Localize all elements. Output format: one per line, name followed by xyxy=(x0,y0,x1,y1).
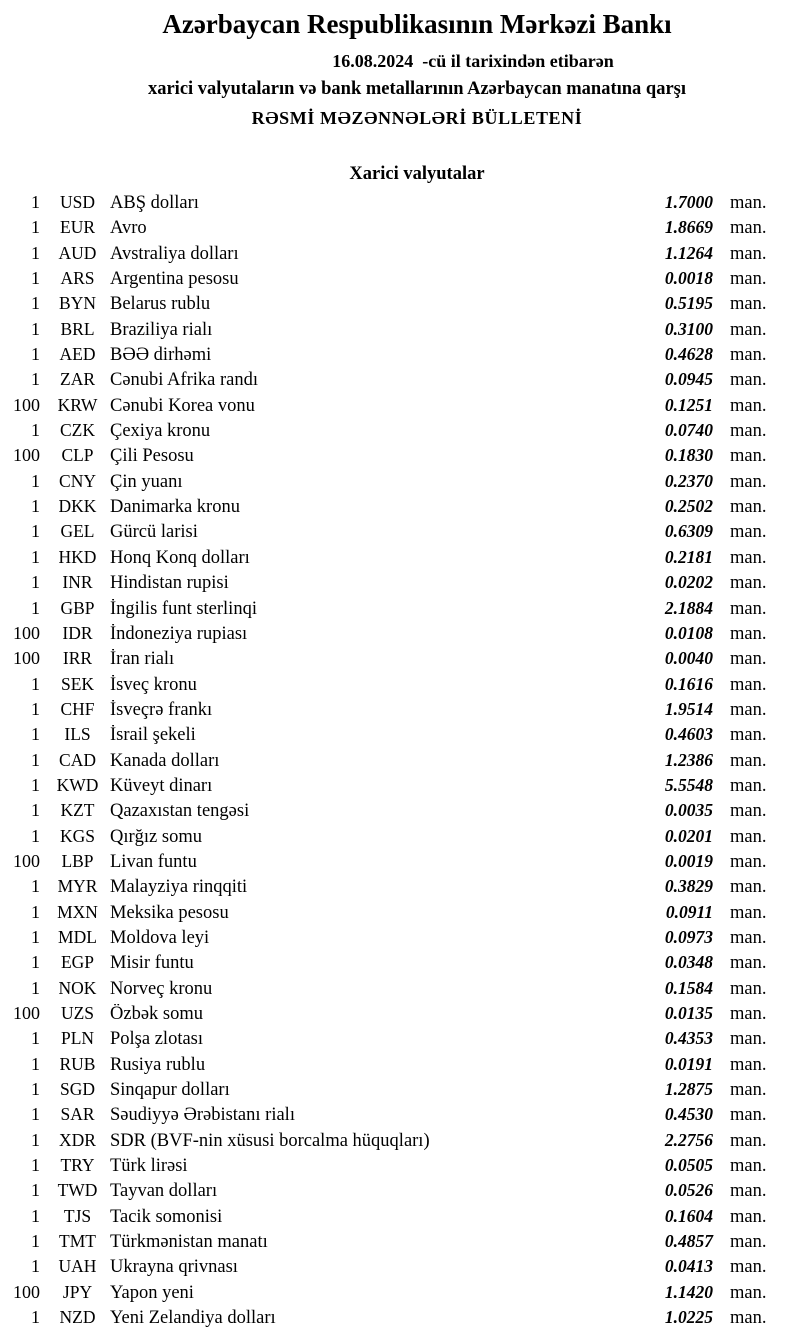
rate-value-cell: 0.1604 xyxy=(664,1205,713,1226)
rate-value-cell: 0.2370 xyxy=(664,470,713,491)
quantity-cell: 1 xyxy=(31,1053,40,1074)
quantity-cell: 1 xyxy=(31,977,40,998)
table-row xyxy=(0,775,800,800)
rate-value-cell: 0.1251 xyxy=(664,394,713,415)
unit-label-cell: man. xyxy=(730,1105,767,1126)
quantity-cell: 1 xyxy=(31,749,40,770)
currency-code-cell: NOK xyxy=(58,977,97,998)
currency-code-cell: ILS xyxy=(64,724,91,745)
currency-code-cell: EGP xyxy=(60,952,95,973)
table-row xyxy=(0,1231,800,1256)
currency-code-cell: EUR xyxy=(60,217,95,238)
table-row xyxy=(0,750,800,775)
currency-code-cell: ARS xyxy=(60,268,95,289)
currency-code-cell: MDL xyxy=(58,926,97,947)
currency-name-cell: Sinqapur dolları xyxy=(110,1080,230,1101)
rate-value-cell: 0.4603 xyxy=(664,724,713,745)
unit-label-cell: man. xyxy=(730,1156,767,1177)
table-row xyxy=(0,1155,800,1180)
rate-value-cell: 2.2756 xyxy=(664,1129,713,1150)
quantity-cell: 1 xyxy=(31,724,40,745)
currency-name-cell: Polşa zlotası xyxy=(110,1029,204,1050)
currency-name-cell: ABŞ dolları xyxy=(110,193,199,213)
rate-value-cell: 0.4530 xyxy=(664,1104,713,1125)
currency-name-cell: Qazaxıstan tengəsi xyxy=(110,801,250,822)
currency-code-cell: PLN xyxy=(60,1028,95,1049)
quantity-cell: 1 xyxy=(31,268,40,289)
table-row xyxy=(0,420,800,445)
unit-label-cell: man. xyxy=(730,826,767,847)
rate-value-cell: 0.3829 xyxy=(664,876,713,897)
currency-name-cell: Braziliya rialı xyxy=(110,319,213,340)
table-row xyxy=(0,598,800,623)
rate-value-cell: 0.1616 xyxy=(664,673,713,694)
currency-name-cell: Çexiya kronu xyxy=(110,421,211,442)
quantity-cell: 100 xyxy=(13,622,40,643)
currency-name-cell: Meksika pesosu xyxy=(110,902,229,923)
currency-name-cell: Gürcü larisi xyxy=(110,522,198,543)
table-row xyxy=(0,1003,800,1028)
quantity-cell: 1 xyxy=(31,293,40,314)
rate-value-cell: 1.7000 xyxy=(664,192,713,212)
table-row xyxy=(0,192,800,217)
unit-label-cell: man. xyxy=(730,775,767,796)
quantity-cell: 1 xyxy=(31,673,40,694)
quantity-cell: 1 xyxy=(31,1231,40,1252)
quantity-cell: 1 xyxy=(31,825,40,846)
quantity-cell: 1 xyxy=(31,800,40,821)
rate-value-cell: 0.0201 xyxy=(664,825,713,846)
currency-name-cell: İran rialı xyxy=(110,649,175,670)
table-row xyxy=(0,496,800,521)
currency-code-cell: BRL xyxy=(60,318,95,339)
currency-code-cell: ZAR xyxy=(60,369,95,390)
quantity-cell: 1 xyxy=(31,774,40,795)
currency-name-cell: İndoneziya rupiası xyxy=(110,623,248,644)
currency-name-cell: İsrail şekeli xyxy=(110,725,196,746)
rate-value-cell: 1.2386 xyxy=(664,749,713,770)
quantity-cell: 1 xyxy=(31,192,40,212)
table-row xyxy=(0,1079,800,1104)
currency-code-cell: CZK xyxy=(60,420,95,441)
table-row xyxy=(0,952,800,977)
quantity-cell: 100 xyxy=(13,1003,40,1023)
currency-name-cell: Misir funtu xyxy=(110,953,194,974)
currency-name-cell: Ukrayna qrivnası xyxy=(110,1257,238,1278)
currency-name-cell: SDR (BVF-nin xüsusi borcalma hüquqları) xyxy=(110,1130,430,1151)
currency-code-cell: AED xyxy=(59,344,96,365)
unit-label-cell: man. xyxy=(730,1282,767,1303)
quantity-cell: 1 xyxy=(31,1205,40,1226)
currency-rate-table xyxy=(0,192,800,1331)
table-row xyxy=(0,1028,800,1053)
rate-value-cell: 0.0348 xyxy=(664,952,713,973)
currency-code-cell: CLP xyxy=(61,445,94,466)
rate-value-cell: 0.0973 xyxy=(664,926,713,947)
currency-code-cell: IRR xyxy=(62,648,93,669)
table-row xyxy=(0,1282,800,1307)
table-row xyxy=(0,547,800,572)
quantity-cell: 100 xyxy=(13,394,40,415)
quantity-cell: 1 xyxy=(31,1079,40,1100)
table-row xyxy=(0,724,800,749)
currency-code-cell: CAD xyxy=(59,749,96,770)
table-row xyxy=(0,243,800,268)
unit-label-cell: man. xyxy=(730,269,767,290)
unit-label-cell: man. xyxy=(730,1181,767,1202)
table-row xyxy=(0,1104,800,1129)
currency-code-cell: KZT xyxy=(60,800,95,821)
currency-code-cell: TMT xyxy=(59,1231,96,1252)
unit-label-cell: man. xyxy=(730,851,767,872)
rate-value-cell: 0.0740 xyxy=(664,420,713,441)
quantity-cell: 100 xyxy=(13,1281,40,1302)
unit-label-cell: man. xyxy=(730,370,767,391)
table-row xyxy=(0,927,800,952)
quantity-cell: 1 xyxy=(31,318,40,339)
currency-name-cell: Türk lirəsi xyxy=(110,1156,188,1177)
unit-label-cell: man. xyxy=(730,598,767,619)
quantity-cell: 1 xyxy=(31,1104,40,1125)
unit-label-cell: man. xyxy=(730,395,767,416)
quantity-cell: 1 xyxy=(31,1155,40,1176)
currency-name-cell: Səudiyyə Ərəbistanı rialı xyxy=(110,1105,295,1126)
quantity-cell: 1 xyxy=(31,344,40,365)
unit-label-cell: man. xyxy=(730,750,767,771)
currency-code-cell: XDR xyxy=(59,1129,96,1150)
rate-value-cell: 0.4353 xyxy=(664,1028,713,1049)
rate-value-cell: 0.1584 xyxy=(664,977,713,998)
currency-code-cell: GBP xyxy=(60,597,95,618)
currency-name-cell: Küveyt dinarı xyxy=(110,775,213,796)
table-row xyxy=(0,445,800,470)
quantity-cell: 1 xyxy=(31,217,40,238)
unit-label-cell: man. xyxy=(730,345,767,366)
currency-name-cell: Kanada dolları xyxy=(110,750,220,771)
quantity-cell: 1 xyxy=(31,1028,40,1049)
quantity-cell: 1 xyxy=(31,876,40,897)
unit-label-cell: man. xyxy=(730,1080,767,1101)
currency-code-cell: INR xyxy=(62,572,93,593)
unit-label-cell: man. xyxy=(730,547,767,568)
table-row xyxy=(0,699,800,724)
unit-label-cell: man. xyxy=(730,243,767,264)
table-row xyxy=(0,851,800,876)
quantity-cell: 100 xyxy=(13,445,40,466)
rate-value-cell: 5.5548 xyxy=(664,774,713,795)
currency-code-cell: TRY xyxy=(60,1155,95,1176)
rate-value-cell: 0.0945 xyxy=(664,369,713,390)
currency-name-cell: Yeni Zelandiya dolları xyxy=(110,1308,276,1329)
unit-label-cell: man. xyxy=(730,725,767,746)
rate-value-cell: 2.1884 xyxy=(664,597,713,618)
unit-label-cell: man. xyxy=(730,1029,767,1050)
currency-code-cell: MXN xyxy=(57,901,98,922)
currency-code-cell: NZD xyxy=(59,1307,96,1328)
quantity-cell: 1 xyxy=(31,698,40,719)
rate-value-cell: 0.0019 xyxy=(664,850,713,871)
currency-name-cell: Yapon yeni xyxy=(110,1282,194,1303)
currency-name-cell: İsveçrə frankı xyxy=(110,699,213,720)
currency-code-cell: KGS xyxy=(59,825,95,846)
quantity-cell: 1 xyxy=(31,926,40,947)
quantity-cell: 1 xyxy=(31,369,40,390)
currency-name-cell: Tayvan dolları xyxy=(110,1181,218,1202)
currency-name-cell: İngilis funt sterlinqi xyxy=(110,598,257,619)
unit-label-cell: man. xyxy=(730,902,767,923)
bank-name-title: Azərbaycan Respublikasının Mərkəzi Bankı xyxy=(162,9,672,39)
currency-code-cell: SEK xyxy=(60,673,95,694)
quantity-cell: 1 xyxy=(31,572,40,593)
table-row xyxy=(0,1307,800,1331)
quantity-cell: 1 xyxy=(31,470,40,491)
subject-line: xarici valyutaların və bank metallarının Azərbaycan manatına qarşı xyxy=(147,79,687,99)
currency-code-cell: USD xyxy=(59,192,95,212)
unit-label-cell: man. xyxy=(730,649,767,670)
table-row xyxy=(0,217,800,242)
currency-code-cell: CHF xyxy=(60,698,95,719)
currency-code-cell: KRW xyxy=(57,394,98,415)
unit-label-cell: man. xyxy=(730,497,767,518)
unit-label-cell: man. xyxy=(730,218,767,239)
currency-code-cell: KWD xyxy=(56,774,99,795)
table-row xyxy=(0,978,800,1003)
currency-name-cell: Tacik somonisi xyxy=(110,1206,223,1227)
currency-code-cell: GEL xyxy=(60,521,95,542)
table-row xyxy=(0,1206,800,1231)
currency-code-cell: BYN xyxy=(59,293,96,314)
unit-label-cell: man. xyxy=(730,522,767,543)
currency-name-cell: BƏƏ dirhəmi xyxy=(110,345,212,366)
quantity-cell: 1 xyxy=(31,1256,40,1277)
rate-value-cell: 1.1420 xyxy=(664,1281,713,1302)
rate-value-cell: 0.4857 xyxy=(664,1231,713,1252)
rate-value-cell: 0.0526 xyxy=(664,1180,713,1201)
table-row xyxy=(0,1054,800,1079)
quantity-cell: 1 xyxy=(31,242,40,263)
currency-code-cell: SAR xyxy=(60,1104,95,1125)
unit-label-cell: man. xyxy=(730,623,767,644)
table-row xyxy=(0,369,800,394)
table-row xyxy=(0,674,800,699)
unit-label-cell: man. xyxy=(730,674,767,695)
unit-label-cell: man. xyxy=(730,294,767,315)
bulletin-title: RƏSMİ MƏZƏNNƏLƏRİ BÜLLETENİ xyxy=(251,108,583,128)
currency-code-cell: JPY xyxy=(62,1281,93,1302)
rate-value-cell: 0.0018 xyxy=(664,268,713,289)
unit-label-cell: man. xyxy=(730,421,767,442)
unit-label-cell: man. xyxy=(730,471,767,492)
table-row xyxy=(0,1256,800,1281)
currency-code-cell: IDR xyxy=(62,622,93,643)
unit-label-cell: man. xyxy=(730,319,767,340)
table-row xyxy=(0,471,800,496)
currency-name-cell: Qırğız somu xyxy=(110,826,202,847)
currency-name-cell: Rusiya rublu xyxy=(110,1054,206,1075)
quantity-cell: 100 xyxy=(13,850,40,871)
rate-value-cell: 0.2502 xyxy=(664,496,713,517)
table-row xyxy=(0,268,800,293)
table-row xyxy=(0,319,800,344)
table-row xyxy=(0,623,800,648)
currency-name-cell: Argentina pesosu xyxy=(110,269,239,290)
rate-value-cell: 1.2875 xyxy=(664,1079,713,1100)
unit-label-cell: man. xyxy=(730,1054,767,1075)
currency-name-cell: Danimarka kronu xyxy=(110,497,240,518)
unit-label-cell: man. xyxy=(730,699,767,720)
rate-value-cell: 0.0413 xyxy=(664,1256,713,1277)
rate-value-cell: 1.1264 xyxy=(664,242,713,263)
rate-value-cell: 0.0040 xyxy=(664,648,713,669)
rate-value-cell: 0.0505 xyxy=(664,1155,713,1176)
unit-label-cell: man. xyxy=(730,801,767,822)
rate-value-cell: 0.0035 xyxy=(664,800,713,821)
currency-name-cell: İsveç kronu xyxy=(110,674,197,695)
quantity-cell: 100 xyxy=(13,648,40,669)
currency-code-cell: TJS xyxy=(63,1205,92,1226)
currency-name-cell: Çin yuanı xyxy=(110,471,183,492)
currency-code-cell: DKK xyxy=(58,496,97,517)
unit-label-cell: man. xyxy=(730,1206,767,1227)
rate-value-cell: 1.0225 xyxy=(664,1307,713,1328)
currency-code-cell: AUD xyxy=(58,242,97,263)
rate-value-cell: 0.2181 xyxy=(664,546,713,567)
table-row xyxy=(0,876,800,901)
currency-name-cell: Avstraliya dolları xyxy=(110,243,239,264)
section-title-foreign-currencies: Xarici valyutalar xyxy=(349,164,485,184)
unit-label-cell: man. xyxy=(730,978,767,999)
unit-label-cell: man. xyxy=(730,877,767,898)
table-row xyxy=(0,826,800,851)
currency-code-cell: SGD xyxy=(59,1079,95,1100)
rate-value-cell: 0.0191 xyxy=(664,1053,713,1074)
currency-code-cell: HKD xyxy=(58,546,97,567)
table-row xyxy=(0,902,800,927)
table-row xyxy=(0,572,800,597)
rate-value-cell: 0.3100 xyxy=(664,318,713,339)
effective-date-line: 16.08.2024 -cü il tarixindən etibarən xyxy=(332,51,614,71)
unit-label-cell: man. xyxy=(730,446,767,467)
rate-value-cell: 1.8669 xyxy=(664,217,713,238)
quantity-cell: 1 xyxy=(31,952,40,973)
table-row xyxy=(0,344,800,369)
currency-name-cell: Honq Konq dolları xyxy=(110,547,250,568)
unit-label-cell: man. xyxy=(730,1004,767,1024)
currency-name-cell: Malayziya rinqqiti xyxy=(110,877,248,898)
table-row xyxy=(0,521,800,546)
unit-label-cell: man. xyxy=(730,1308,767,1329)
table-row xyxy=(0,800,800,825)
quantity-cell: 1 xyxy=(31,521,40,542)
quantity-cell: 1 xyxy=(31,1307,40,1328)
currency-code-cell: MYR xyxy=(57,876,98,897)
unit-label-cell: man. xyxy=(730,927,767,948)
currency-name-cell: Özbək somu xyxy=(110,1004,203,1024)
currency-code-cell: UZS xyxy=(60,1003,95,1023)
rate-value-cell: 1.9514 xyxy=(664,698,713,719)
currency-name-cell: Türkmənistan manatı xyxy=(110,1232,268,1253)
unit-label-cell: man. xyxy=(730,1257,767,1278)
table-row xyxy=(0,293,800,318)
rate-value-cell: 0.5195 xyxy=(664,293,713,314)
table-row xyxy=(0,1180,800,1205)
currency-name-cell: Livan funtu xyxy=(110,851,197,872)
currency-name-cell: Norveç kronu xyxy=(110,978,213,999)
table-row xyxy=(0,1130,800,1155)
rate-value-cell: 0.0911 xyxy=(665,901,713,922)
currency-name-cell: Moldova leyi xyxy=(110,927,210,948)
quantity-cell: 1 xyxy=(31,496,40,517)
unit-label-cell: man. xyxy=(730,193,767,213)
unit-label-cell: man. xyxy=(730,1232,767,1253)
currency-name-cell: Hindistan rupisi xyxy=(110,573,229,594)
rate-value-cell: 0.0202 xyxy=(664,572,713,593)
quantity-cell: 1 xyxy=(31,901,40,922)
rate-value-cell: 0.0135 xyxy=(664,1003,713,1023)
unit-label-cell: man. xyxy=(730,573,767,594)
table-row xyxy=(0,395,800,420)
unit-label-cell: man. xyxy=(730,1130,767,1151)
quantity-cell: 1 xyxy=(31,597,40,618)
quantity-cell: 1 xyxy=(31,1129,40,1150)
table-row xyxy=(0,648,800,673)
currency-code-cell: LBP xyxy=(61,850,94,871)
quantity-cell: 1 xyxy=(31,420,40,441)
currency-name-cell: Cənubi Korea vonu xyxy=(110,395,255,416)
currency-code-cell: UAH xyxy=(58,1256,97,1277)
quantity-cell: 1 xyxy=(31,546,40,567)
currency-name-cell: Çili Pesosu xyxy=(110,446,194,467)
rate-value-cell: 0.0108 xyxy=(664,622,713,643)
currency-name-cell: Cənubi Afrika randı xyxy=(110,370,258,391)
currency-name-cell: Avro xyxy=(110,218,147,239)
unit-label-cell: man. xyxy=(730,953,767,974)
rate-value-cell: 0.4628 xyxy=(664,344,713,365)
currency-name-cell: Belarus rublu xyxy=(110,294,211,315)
rate-value-cell: 0.1830 xyxy=(664,445,713,466)
quantity-cell: 1 xyxy=(31,1180,40,1201)
currency-code-cell: RUB xyxy=(59,1053,96,1074)
currency-code-cell: CNY xyxy=(59,470,96,491)
rate-value-cell: 0.6309 xyxy=(664,521,713,542)
currency-code-cell: TWD xyxy=(57,1180,98,1201)
